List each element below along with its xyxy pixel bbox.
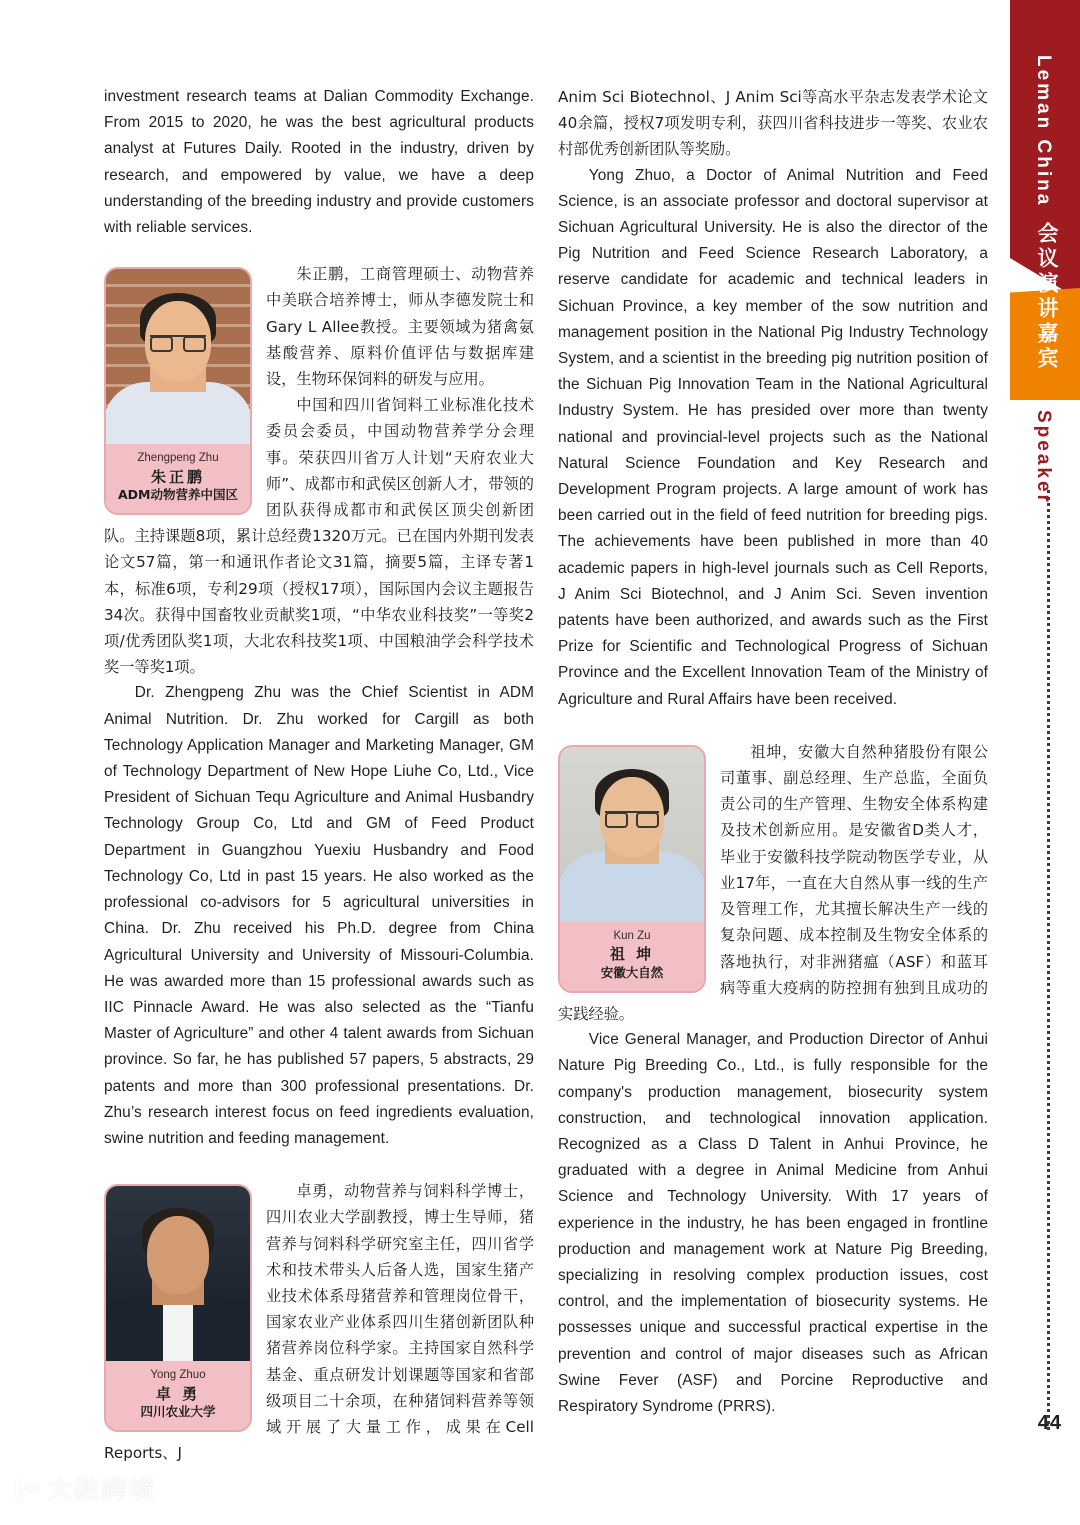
portrait-yong-zhuo — [106, 1186, 250, 1361]
paragraph-zhu-cn-1: 朱正鹏，工商管理硕士、动物营养中美联合培养博士，师从李德发院士和Gary L Allee教授。主要领域为猪禽氨基酸营养、原料价值评估与数据库建设，生物环保饲料的研发与应用。 — [266, 265, 534, 389]
caption-org-cn: 安徽大自然 — [600, 964, 664, 980]
portrait-kun-zu — [560, 747, 704, 922]
paragraph-zhuo-cn: 卓勇，动物营养与饲料科学博士，四川农业大学副教授，博士生导师，猪营养与饲料科学研究室主任，四川省学术和技术带头人后备人选，国家生猪产业技术体系母猪营养和管理岗位骨干，国家农业产业体系四川生猪创新团队种猪营养岗位科学家。主持国家自然科学基金、重点研发计划课题等国家和省部级项目二十余项，在种猪饲料营养等领域开展了大量工作，成果在Cell Reports、J — [104, 1182, 534, 1463]
caption-org-cn: ADM动物营养中国区 — [118, 486, 238, 502]
left-column — [104, 84, 534, 1463]
caption-org-cn: 四川农业大学 — [140, 1403, 216, 1419]
figure-card-kun-zu — [558, 745, 706, 993]
portrait-zhengpeng-zhu — [106, 269, 250, 444]
paragraph-zhu-cn-2: 中国和四川省饲料工业标准化技术委员会委员，中国动物营养学分会理事。荣获四川省万人计划“天府农业大师”、成都市和武侯区创新人才，带领的团队获得成都市和武侯区顶尖创新团队。主持课题8项，累计总经费1320万元。已在国内外期刊发表论文57篇，第一和通讯作者论文31篇，摘要5篇，主译专著1本，标准6项，专利29项（授权17项），国际国内会议主题报告34次。获得中国畜牧业贡献奖1项，“中华农业科技奖”一等奖2项/优秀团队奖1项，大北农科技奖1项、中国粮油学会科学技术奖一等奖1项。 — [104, 396, 534, 677]
figure-and-text-zhu — [104, 261, 534, 680]
paragraph-zu-en: Vice General Manager, and Production Director of Anhui Nature Pig Breeding Co., Ltd., is fully responsible for the company's production management, biosecurity system construction, and technological innovation application. Recognized as a Class D Talent in Anhui Province, he graduated with a degree in Animal Medicine from Anhui Science and Technology University. With 17 years of experience in the industry, he has been engaged in frontline production and management work at Nature Pig Breeding, specializing in resolving complex production issues, cost control, and the implementation of biosecurity systems. He possesses unique and successful practical expertise in the prevention and control of major diseases such as African Swine Fever (ASF) and Porcine Reproductive and Respiratory Syndrome (PRRS). — [558, 1031, 988, 1415]
two-column-layout — [104, 84, 988, 1463]
section-label-cn: 会议演讲嘉宾 — [1035, 222, 1058, 372]
figure-and-text-zu — [558, 739, 988, 1027]
page-number: 44 — [1037, 1412, 1062, 1434]
caption-name-en: Kun Zu — [613, 929, 651, 942]
caption-name-cn: 祖 坤 — [609, 945, 655, 964]
figure-card-yong-zhuo — [104, 1184, 252, 1432]
paragraph-zhu-en-continued: investment research teams at Dalian Commodity Exchange. From 2015 to 2020, he was the best agricultural products analyst at Futures Daily. Rooted in the industry, driven by research, and empowered by value, we have a deep understanding of the breeding industry and provide customers with reliable services. — [104, 88, 534, 237]
brand-label: Leman China — [1033, 55, 1054, 208]
caption-name-cn: 朱正鹏 — [150, 467, 205, 486]
caption-name-en: Yong Zhuo — [150, 1369, 206, 1382]
caption-name-en: Zhengpeng Zhu — [137, 452, 219, 465]
paragraph-zu-cn: 祖坤，安徽大自然种猪股份有限公司董事、副总经理、生产总监，全面负责公司的生产管理、生物安全体系构建及技术创新应用。是安徽省D类人才，毕业于安徽科技学院动物医学专业，从业17年，一直在大自然从事一线的生产及管理工作，尤其擅长解决生产一线的复杂问题、成本控制及生物安全体系的落地执行，对非洲猪瘟（ASF）和蓝耳病等重大疫病的防控拥有独到且成功的实践经验。 — [558, 742, 988, 1023]
watermark-text: 大数跨境 — [47, 1476, 156, 1506]
right-column — [558, 84, 988, 1434]
figure-caption-kun-zu — [560, 922, 704, 991]
figure-card-zhengpeng-zhu — [104, 267, 252, 515]
vertical-dotted-divider — [1047, 490, 1050, 1430]
paragraph-zhu-en: Dr. Zhengpeng Zhu was the Chief Scientist in ADM Animal Nutrition. Dr. Zhu worked for Cargill as both Technology Application Manager and Marketing Manager, GM of Technology Department of New Hope Liuhe Co, Ltd., Vice President of Sichuan Tequ Agriculture and Animal Husbandry Technology Group Co, Ltd and GM of Feed Product Department in Guangzhou Yuexiu Husbandry and Food Technology Co, Ltd in past 15 years. He also worked as the professional co-advisors for 5 agricultural universities in China. Dr. Zhu received his Ph.D. degree from China Agricultural University and University of Missouri-Columbia. He was awarded more than 15 professional awards such as IIC Pinnacle Award. He was also selected as the “Tianfu Master of Agriculture” and other 4 talent awards from Sichuan province. So far, he has published 57 papers, 5 abstracts, 29 patents and more than 300 professional presentations. Dr. Zhu’s research interest focus on feed ingredients evaluation, swine nutrition and feeding management. — [104, 684, 534, 1147]
figure-caption-zhengpeng-zhu — [106, 444, 250, 513]
watermark-logo-icon: ⦗∞ — [14, 1473, 39, 1503]
watermark — [14, 1470, 155, 1507]
section-label-en: Speaker — [1033, 410, 1054, 505]
edge-tab-strip — [1010, 0, 1080, 1525]
figure-caption-yong-zhuo — [106, 1361, 250, 1430]
caption-name-cn: 卓 勇 — [155, 1384, 201, 1403]
paragraph-zhuo-cn-continued: Anim Sci Biotechnol、J Anim Sci等高水平杂志发表学术论文40余篇，授权7项发明专利，获四川省科技进步一等奖、农业农村部优秀创新团队等奖励。 — [558, 88, 988, 159]
figure-and-text-zhuo — [104, 1178, 534, 1466]
paragraph-zhuo-en: Yong Zhuo, a Doctor of Animal Nutrition and Feed Science, is an associate professor and doctoral supervisor at Sichuan Agricultural University. He is also the director of the Pig Nutrition and Feed Science Research Laboratory, a reserve candidate for academic and technical leaders in Sichuan Province, a key member of the sow nutrition and management position in the National Pig Industry Technology System, and a scientist in the breeding pig nutrition position of the Sichuan Pig Innovation Team in the National Agricultural Industry System. He has presided over more than twenty national and provincial-level projects such as the National Natural Science Foundation and Key Research and Development Program projects. A large amount of work has been carried out in the field of feed nutrition for breeding pigs. The achievements have been published in more than 40 academic papers in high-level journals such as Cell Reports, J Anim Sci Biotechnol, and J Anim Sci. Seven invention patents have been authorized, and awards such as the First Prize for Scientific and Technological Progress of Sichuan Province and the Excellent Innovation Team of the Ministry of Agriculture and Rural Affairs have been received. — [558, 166, 988, 708]
